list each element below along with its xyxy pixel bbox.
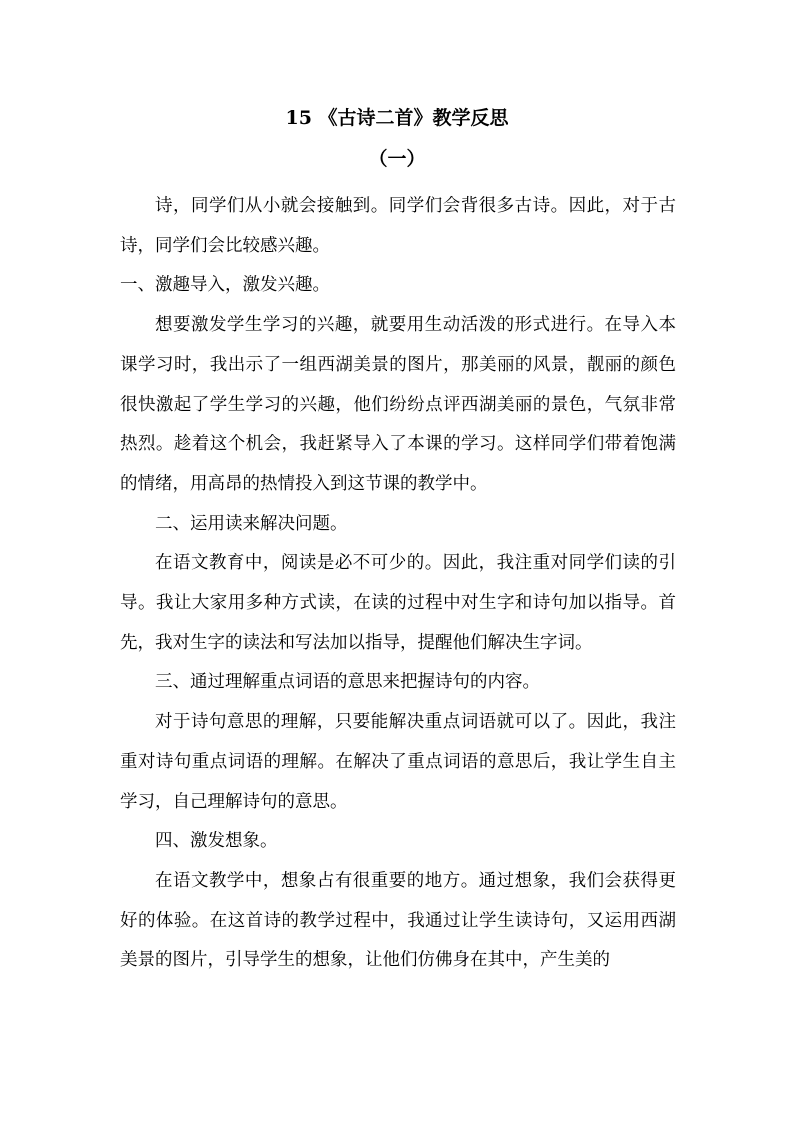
body-paragraph-2: 在语文教育中，阅读是必不可少的。因此，我注重对同学们读的引导。我让大家用多种方式读，在读的过程中对生字和诗句加以指导。首先，我对生字的读法和写法加以指导，提醒他们解决生字词。	[120, 553, 676, 653]
document-subtitle: （一）	[368, 148, 426, 170]
body-paragraph-3: 对于诗句意思的理解，只要能解决重点词语就可以了。因此，我注重对诗句重点词语的理解。在解决了重点词语的意思后，我让学生自主学习，自己理解诗句的意思。	[120, 712, 676, 812]
document-body	[120, 187, 676, 981]
body-paragraph-4: 在语文教学中，想象占有很重要的地方。通过想象，我们会获得更好的体验。在这首诗的教学过程中，我通过让学生读诗句，又运用西湖美景的图片，引导学生的想象，让他们仿佛身在其中，产生美的	[120, 870, 676, 971]
section-heading-2: 二、运用读来解决问题。	[155, 513, 348, 534]
section-heading-4: 四、激发想象。	[155, 831, 278, 852]
section-heading-1: 一、激趣导入，激发兴趣。	[120, 275, 330, 296]
body-paragraph-1: 想要激发学生学习的兴趣，就要用生动活泼的形式进行。在导入本课学习时，我出示了一组西湖美景的图片，那美丽的风景，靓丽的颜色很快激起了学生学习的兴趣，他们纷纷点评西湖美丽的景色，气氛非常热烈。趁着这个机会，我赶紧导入了本课的学习。这样同学们带着饱满的情绪，用高昂的热情投入到这节课的教学中。	[120, 315, 676, 494]
intro-paragraph: 诗，同学们从小就会接触到。同学们会背很多古诗。因此，对于古诗，同学们会比较感兴趣。	[120, 196, 676, 256]
section-heading-3: 三、通过理解重点词语的意思来把握诗句的内容。	[155, 672, 540, 693]
document-title: 15 《古诗二首》教学反思	[285, 107, 509, 129]
